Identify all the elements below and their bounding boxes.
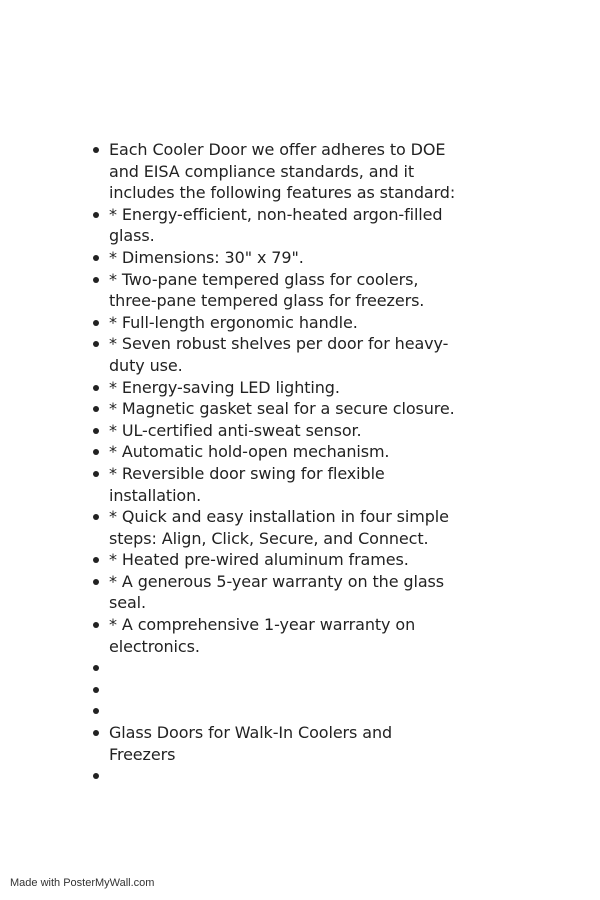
list-item: * Automatic hold-open mechanism. xyxy=(90,441,460,463)
list-item: * A comprehensive 1-year warranty on electronics. xyxy=(90,614,460,657)
list-item xyxy=(90,679,460,701)
list-item: * Heated pre-wired aluminum frames. xyxy=(90,549,460,571)
list-item: * UL-certified anti-sweat sensor. xyxy=(90,420,460,442)
list-item xyxy=(90,657,460,679)
list-item: * Dimensions: 30" x 79". xyxy=(90,247,460,269)
list-item: Each Cooler Door we offer adheres to DOE and EISA compliance standards, and it includes the following features as standard: xyxy=(90,139,460,204)
list-item: * Magnetic gasket seal for a secure closure. xyxy=(90,398,460,420)
list-item: * Reversible door swing for flexible installation. xyxy=(90,463,460,506)
list-item: * Full-length ergonomic handle. xyxy=(90,312,460,334)
list-item xyxy=(90,700,460,722)
list-item: * Quick and easy installation in four simple steps: Align, Click, Secure, and Connect. xyxy=(90,506,460,549)
feature-list xyxy=(90,139,460,787)
list-item: * Two-pane tempered glass for coolers, three-pane tempered glass for freezers. xyxy=(90,269,460,312)
footer-credit[interactable]: Made with PosterMyWall.com xyxy=(10,877,155,889)
list-item: * Energy-saving LED lighting. xyxy=(90,377,460,399)
list-item-heading: Glass Doors for Walk-In Coolers and Freezers xyxy=(90,722,460,765)
list-item: * Energy-efficient, non-heated argon-filled glass. xyxy=(90,204,460,247)
list-item: * Seven robust shelves per door for heavy-duty use. xyxy=(90,333,460,376)
list-item: * A generous 5-year warranty on the glass seal. xyxy=(90,571,460,614)
list-item xyxy=(90,765,460,787)
